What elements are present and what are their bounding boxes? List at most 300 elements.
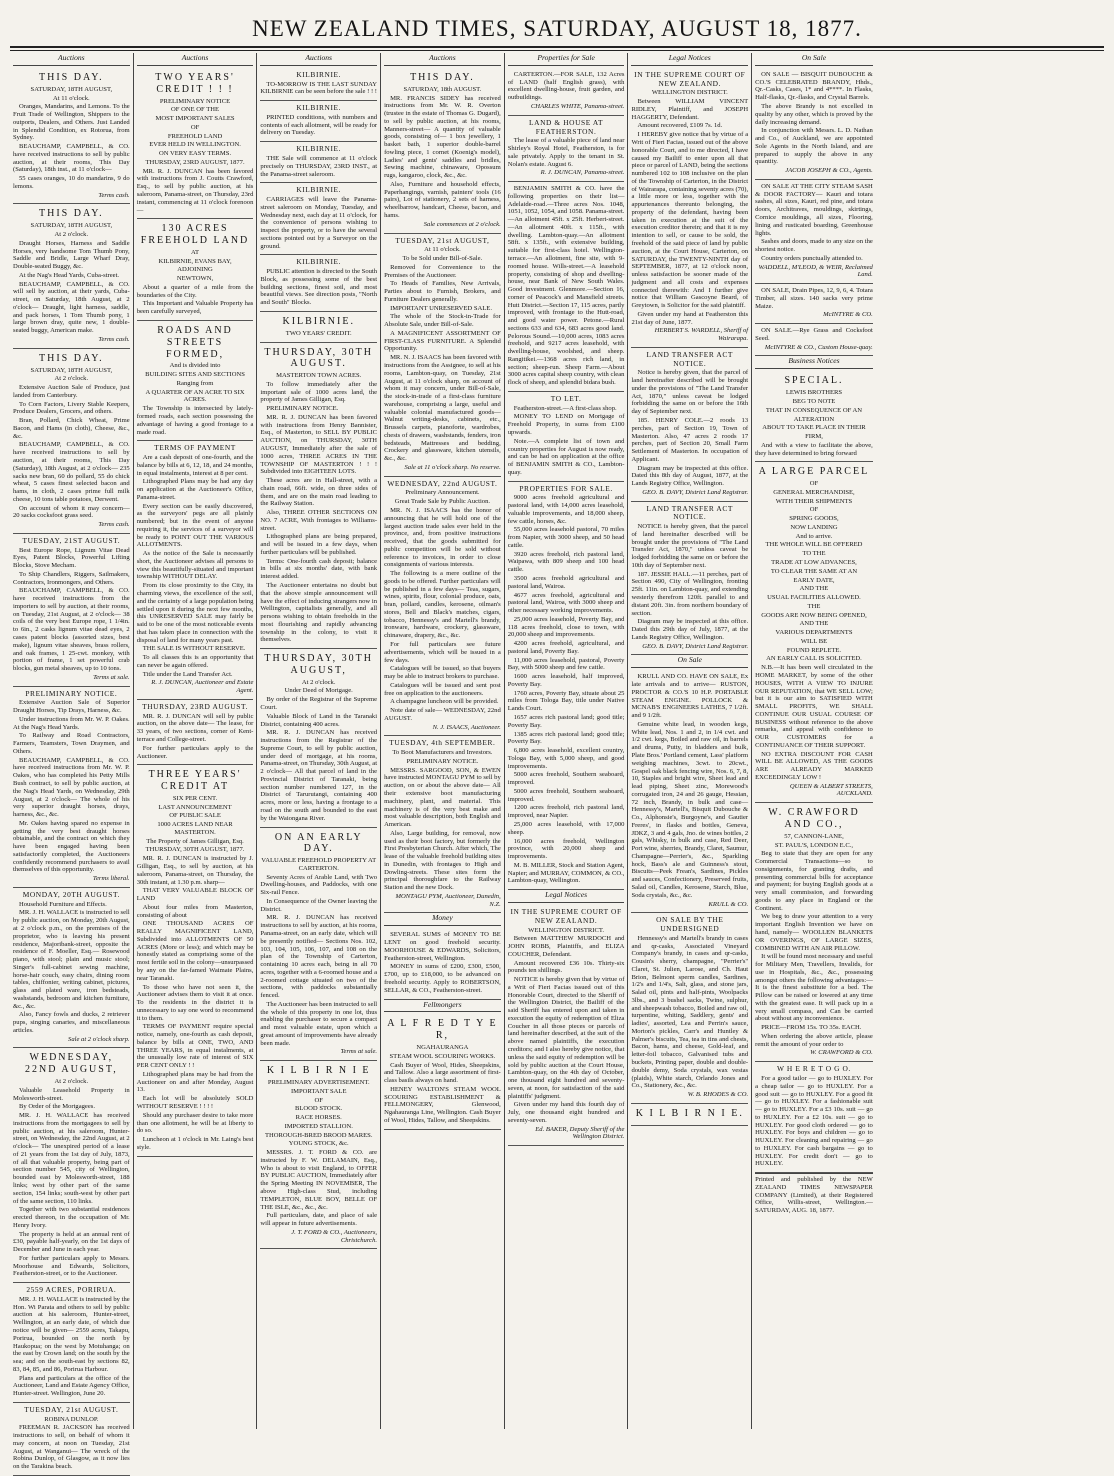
advertisement xyxy=(260,649,377,827)
advertisement xyxy=(13,1403,130,1476)
column-heading: Auctions xyxy=(384,53,501,66)
advert-paragraph: Bran, Pollard, Chick Wheat, Prime Bacon, and Hams (in cloth), Cheese, &c., &c. xyxy=(13,417,130,440)
advert-signature: W. B. RHODES & CO. xyxy=(687,1091,749,1099)
advert-paragraph: 187. JESSIE HALL.—11 perches, part of Section 490, City of Wellington, fronting 25ft. 11in. on Lambton-quay, and extending westerly therefrom 120ft. parallel to and distant 20ft. 3in. from northern boundary of section. xyxy=(631,570,749,617)
advert-paragraph: Beg to state that they are open for any Commercial Transactions—so to consignments, for granting drafts, and presenting commercial bills for acceptance and payment; for buying English goods at a very small commission, and forwarding goods to any place in England or the Continent. xyxy=(755,850,873,912)
advert-paragraph: Catalogues will be issued and sent post free on application to the auctioneers. xyxy=(384,681,501,697)
advert-paragraph: From its close proximity to the City, its charming views, the excellence of the soil, and the certainty of a large population being settled upon it during the next few months, this UNRESERVED SALE may fairly be said to be one of the most noticeable events that has taken place in connection with the disposal of land for many years past. xyxy=(136,582,254,644)
advert-paragraph: To all classes this is an opportunity that can never be again offered. xyxy=(136,654,254,669)
advertisement xyxy=(755,803,873,1062)
advert-headline: A LARGE PARCEL xyxy=(758,466,870,478)
advert-headline: THIS DAY. xyxy=(39,352,104,364)
advert-headline: TUESDAY, 21st AUGUST, xyxy=(395,235,490,245)
advert-paragraph: ONE THOUSAND ACRES OF REALLY MAGNIFICENT LAND, Subdivided into ALLOTMENTS OF 50 ACRES (More or less); and which may be honestly stated as comprising some of the most fertile soil in the colony—unsurpassed by any on the far-famed Waimate Plains, near Taranaki. xyxy=(136,920,254,982)
advertisement xyxy=(384,477,501,737)
advert-headline: TUESDAY, 21st AUGUST. xyxy=(24,1404,119,1414)
advert-paragraph: Diagram may be inspected at this office. Dated this 29th day of July, 1877, at the Lands Registry Office, Wellington. xyxy=(631,618,749,641)
column-5 xyxy=(505,53,629,1429)
advert-paragraph: For full particulars see future advertisements, which will be issued in a few days. xyxy=(384,640,501,664)
advert-paragraph: By Order of the Mortgagees. xyxy=(19,1103,95,1111)
advert-paragraph: Also, Large building, for removal, now used as their boot factory, but formerly the First Presbyterian Church. After which, The lease of the valuable freehold building sites in Dunedin, with frontages to High and Dowling-streets. These sites form the principal thoroughfare to the Railway Station and the new Dock. xyxy=(384,829,501,892)
advert-paragraph: Genuine white lead, in wooden kegs, White lead, Nos. 1 and 2, in 1/4 cwt. and 1/2 cwt. kegs, Boiled and raw oil, in barrels and drums, Putty, in bladders and bulk, Plate Bros.' Portland cement, Lass' platform weighing machines, 3cwt. to 20cwt., Gospel oak black fencing wire, Nos. 6, 7, 8, 10, Staples and bright wire, Sheet lead and lead piping, Sheet zinc, Morewood's corrugated iron, 24 and 26 gauge, Hessian, 72 inch, Brandy, in bulk and case—Hennessy's, Martell's, Bisquit Dubouche & Co., Alphonsie's, Burgoyne's, and Gautier Freres', in flasks and bottles, Geneva, JDKZ, 3 and 4 gals, Jno. de wines bottles, 2 gals, Whisky, in bulk and case, Red Deer, Port wine, sherries, Brandy, Claret, Saumur, Champagne—Perrier's, &c., Sparkling hock, Bass's ale and Guinness's stout, Biscuits—Peek Frean's, Sardines, Pickles and sauces, Confectionery, Preserved fruits, Salad oil, Candles, Kerosene, Starch, Blue, Soda crystals, &c., &c. xyxy=(631,720,749,899)
advertisement xyxy=(755,68,873,180)
advert-paragraph: BEAUCHAMP, CAMPBELL, & CO. have received instructions from Mr. W. P. Oakes, who has completed his Petty Mills Bush contract, to sell by public auction, at the Nag's Head Yards, on Wednesday, 29th August, at 2 o'clock— The whole of his very superior draught horses, drays, harness, &c., &c. xyxy=(13,756,130,819)
advert-headline: AND THE xyxy=(799,620,829,628)
advert-paragraph: 6,800 acres leasehold, excellent country, Tologa Bay, with 5,000 sheep, and good improvements. xyxy=(507,747,625,770)
advert-headline: TUESDAY, 21ST AUGUST. xyxy=(22,535,121,545)
advert-headline: Great Trade Sale by Public Auction. xyxy=(394,498,491,506)
advert-paragraph: Plans and particulars at the office of the Auctioneer, Land and Estate Agency Office, Hunter-street. Wellington, June 20. xyxy=(13,1374,130,1398)
advert-paragraph: TO-MORROW IS THE LAST SUNDAY KILBIRNIE can be seen before the sale ! ! ! xyxy=(260,80,378,96)
advert-headline: FIRM, xyxy=(805,433,823,441)
advert-headline: 57, CANNON-LANE, xyxy=(784,832,844,840)
section-heading: On Sale xyxy=(631,655,748,668)
advert-headline: At 2 o'clock. xyxy=(54,231,89,239)
advert-headline: VALUABLE FREEHOLD PROPERTY AT CARTERTON. xyxy=(261,857,377,872)
advert-signature: McINTYRE & CO. xyxy=(823,311,873,319)
advert-paragraph: 1760 acres, Poverty Bay, situate about 25 miles from Tologa Bay, title under Native Lands Court. xyxy=(507,689,625,713)
section-heading: Money xyxy=(384,913,501,926)
advert-paragraph: 1200 acres freehold, rich pastoral land, improved, near Napier. xyxy=(507,804,625,820)
advert-headline: AN EARLY CALL IS SOLICITED. xyxy=(766,655,862,663)
advert-headline: At 2 o'clock. xyxy=(54,1078,89,1086)
advert-paragraph: IMPORTANT UNRESERVED SALE. xyxy=(390,304,492,312)
advertisement xyxy=(631,348,748,502)
advert-headline: MASTERTON TOWN ACRES. xyxy=(276,372,362,380)
column-7 xyxy=(752,53,876,1429)
advertisement xyxy=(260,343,377,650)
advert-paragraph: Note.—A complete list of town and country properties for August is now ready, and can be had on application at the office of BENJAMIN SMITH & CO., Lambton-quay. xyxy=(507,437,625,476)
advert-paragraph: MONEY TO LEND on Mortgage of Freehold Property, in sums from £100 upwards. xyxy=(507,413,625,437)
advert-paragraph: By order of the Registrar of the Supreme Court. xyxy=(260,696,378,712)
advert-paragraph: To follow immediately after the important sale of 1000 acres land, the property of James Gilligan, Esq. xyxy=(260,380,378,404)
advert-headline: THURSDAY, 30TH AUGUST, xyxy=(264,653,373,676)
advert-headline: 2559 ACRES, PORIRUA. xyxy=(26,1285,117,1295)
advert-headline: BLOOD STOCK. xyxy=(294,1105,343,1113)
advert-headline: ROADS AND STREETS FORMED, xyxy=(157,324,233,360)
advert-paragraph: For further particulars apply to Messrs. Moorhouse and Edwards, Solicitors, Featherston-street, or to the Auctioneer. xyxy=(13,1254,130,1278)
advert-headline: FOUND REPLETE. xyxy=(786,646,842,654)
advert-headline: K I L B I R N I E xyxy=(266,1065,371,1077)
advert-headline: KILBIRNIE. xyxy=(296,257,342,267)
advert-paragraph: HENEY WALTON'S STEAM WOOL SCOURING ESTABLISHMENT & FELLMONGERY, Glenwood, Ngahauranga Line, Wellington. Cash Buyer of Wool, Hides, Tallow, and Sheepskins. xyxy=(384,1085,501,1124)
advert-paragraph: Between MATTHEW MURDOCH and JOHN ROBB, Plaintiffs, and ELIZA COUCHER, Defendant. xyxy=(507,935,625,958)
advertisement xyxy=(137,700,254,765)
advertisement xyxy=(260,828,377,1062)
advert-paragraph: Extensive Auction Sale of Produce, just landed from Canterbury. xyxy=(13,384,130,399)
advert-headline: At 11 o'clock. xyxy=(53,94,90,102)
advert-paragraph: The Auctioneer entertains no doubt but that the above simple announcement will have the effect of inducing strangers now in Wellington, capitalists generally, and all persons wishing to obtain freeholds in the most flourishing and rapidly advancing township in the colony, to visit it themselves. xyxy=(260,582,378,644)
advert-paragraph: Are a cash deposit of one-fourth, and the balance by bills at 6, 12, 18, and 24 months, in equal instalments, interest at 8 per cent. xyxy=(136,454,254,477)
advert-headline: USUAL FACILITIES ALLOWED. xyxy=(767,594,861,602)
advertisement xyxy=(508,392,625,482)
advert-headline: THIS DAY. xyxy=(39,208,104,220)
section-heading: Legal Notices xyxy=(508,890,625,903)
advert-headline: MOST IMPORTANT SALES xyxy=(155,115,235,123)
advert-paragraph: About a quarter of a mile from the boundaries of the City. xyxy=(136,283,254,299)
advert-paragraph: About four miles from Masterton, consisting of about xyxy=(136,903,254,919)
advert-paragraph: 4677 acres freehold, agricultural and pastoral land, Wairoa, with 3000 sheep and other necessary working improvements. xyxy=(507,591,625,615)
advert-paragraph: As the notice of the Sale is necessarily short, the Auctioneer advises all persons to view this beautifully-situated and important township WITHOUT DELAY. xyxy=(136,550,254,581)
advert-paragraph: Title under the Land Transfer Act. xyxy=(142,670,233,678)
advert-paragraph: 25,000 acres leasehold, Poverty Bay, and 118 acres freehold, close to town, with 20,000 sheep and improvements. xyxy=(507,615,625,639)
advert-paragraph: Also, Furniture and household effects, Paperhangings, varnish, painters' tools (16 pairs), Lot of stationery, 2 sets of harness, wheelbarrow, handcart, Cheese, bacon, and hams. xyxy=(384,180,501,219)
advert-headline: THE WHOLE WILL BE OFFERED xyxy=(765,541,863,549)
advert-signature: Sale commences at 2 o'clock. xyxy=(423,220,501,228)
advert-paragraph: BEAUCHAMP, CAMPBELL, & CO. have received instructions to sell by public auction, at their rooms, This Day (Saturday), 18th inst., at 11 o'clock— xyxy=(13,143,130,174)
advert-paragraph: For further particulars apply to the Auctioneer. xyxy=(136,744,254,760)
advert-paragraph: Featherston-street.—A first-class shop. xyxy=(513,404,617,412)
advertisement xyxy=(13,204,130,348)
advert-headline: OF xyxy=(314,1096,323,1104)
advert-paragraph: This Important and Valuable Property has been carefully surveyed, xyxy=(136,300,254,316)
section-heading: Fellmongers xyxy=(384,1000,501,1013)
advert-paragraph: Terms: One-fourth cash deposit; balance in bills at six months' date, with bank interest added. xyxy=(260,557,378,581)
advert-paragraph: Together with two substantial residences erected thereon, in the occupation of Mr. Henry Ivory. xyxy=(13,1206,130,1229)
advert-paragraph: MR. R. J. DUNCAN has received instructions from the Registrar of the Supreme Court, to sell by public auction, under deed of mortgage, at his rooms, Panama-street, on Thursday, 30th August, at 2 o'clock— All that parcel of land in the Provincial District of Taranaki, being section number numbered 127, in the District of Tarurutangi, containing 400 acres, more or less, having a frontage to a road on the south and bounded to the east by the Waiongana River. xyxy=(260,729,378,822)
advert-headline: SATURDAY, 18TH AUGUST, xyxy=(30,222,113,230)
advert-paragraph: Removed for Convenience to the Premises of the Auctioneer. xyxy=(384,263,501,279)
advert-paragraph: Draught Horses, Harness and Saddle Horses, very handsome Tom Thumb Pony, Saddle and Bridle, Large Wharf Dray, Double-seated Buggy, &c. xyxy=(13,239,130,271)
advert-headline: THE xyxy=(807,602,821,610)
advert-paragraph: MR. R. J. DUNCAN has been favored with instructions from J. Coutts Crawford, Esq., to sell by public auction, at his saleroom, Panama-street, on Thursday, 23rd instant, commencing at 11 o'clock forenoon— xyxy=(136,167,254,214)
advert-signature: CHARLES WHITE, Panama-street. xyxy=(530,103,625,111)
advert-headline: TO LET. xyxy=(550,393,582,403)
advert-headline: ALTERATION xyxy=(793,415,835,423)
advert-headline: TWO YEARS' CREDIT ! ! ! xyxy=(155,71,235,95)
advertisement xyxy=(260,255,377,312)
advert-headline: ABOUT TO TAKE PLACE IN THEIR xyxy=(762,424,866,432)
advert-signature: J. T. FORD & CO., Auctioneers, Christchurch. xyxy=(291,1228,378,1244)
advert-signature: Terms at sale. xyxy=(93,673,130,681)
advertisement xyxy=(384,736,501,913)
advert-paragraph: KRULL AND CO. HAVE ON SALE, Ex late arrivals and to arrive— RUSTON, PROCTOR & CO.'S 10 H.P. PORTABLE STEAM ENGINE. POLLOCK & MCNAB'S ENGINEERS LATHES, 7 1/2ft. and 9 1/2ft. xyxy=(631,673,749,720)
advertisement xyxy=(755,324,873,356)
column-heading: Legal Notices xyxy=(631,53,748,66)
advert-paragraph: The property is held at an annual rent of £30, payable half-yearly, on the 1st days of December and June in each year. xyxy=(13,1230,130,1254)
advert-paragraph: PRINTED conditions, with numbers and contents of each allotment, will be ready for delivery on Tuesday. xyxy=(260,113,378,137)
advert-paragraph: Lithographed plans may be had from the Auctioneer on and after Monday, August 13. xyxy=(136,1070,254,1094)
advertisement xyxy=(13,888,130,1049)
advert-paragraph: The following is a mere outline of the goods to be offered. Further particulars will be published in a few days— Teas, sugars, wines, spirits, flour, colonial produce, oats, bran, pollard, candles, kerosene, oilman's stores, Bell and Black's matches, cigars, tobacco, Hennessy's and Martell's brandy, ironware, hardware, crockery, glassware, chinaware, drapery, &c., &c. xyxy=(384,570,501,640)
advert-headline: IMPORTANT SALE xyxy=(290,1087,347,1095)
column-heading: Auctions xyxy=(137,53,254,66)
advert-paragraph: In Consequence of the Owner leaving the District. xyxy=(260,897,378,913)
advert-paragraph: 4200 acres freehold, agricultural, and pastoral land, Poverty Bay. xyxy=(507,640,625,655)
advertisement xyxy=(13,349,130,534)
advert-signature: Terms cash. xyxy=(98,521,130,529)
advert-headline: KILBIRNIE. xyxy=(296,69,342,79)
advert-signature: W. CRAWFORD & CO. xyxy=(810,1049,873,1057)
advert-paragraph: MR. N. J. ISAACS has been favored with instructions from the Assignee, to sell at his rooms, Lambton-quay, on Tuesday, 21st August, at 11 o'clock sharp, on account of whom it may concern, under Bill-of-Sale, the stock-in-trade of a first-class furniture warehouse, comprising a large, useful and valuable colonial manufactured goods— Walnut writing-desks, cabinets, etc., Brussels carpets, pianoforte, wardrobes, chests of drawers, washstands, fenders, iron bedsteads, Mattresses and bedding, Crockery and glassware, kitchen utensils, &c., &c. xyxy=(384,354,501,463)
advert-signature: MONTAGU PYM, Auctioneer, Dunedin, N.Z. xyxy=(395,892,501,908)
advert-signature: Sale at 2 o'clock sharp. xyxy=(68,1035,130,1043)
advert-headline: W. CRAWFORD AND CO., xyxy=(768,807,860,831)
advert-headline: WEDNESDAY, 22ND AUGUST, xyxy=(24,1052,118,1076)
advert-headline: SIX PER CENT. xyxy=(172,794,218,802)
advert-headline: WEDNESDAY, 22nd AUGUST. xyxy=(387,478,498,488)
advert-paragraph: Under instructions from Mr. W. P. Oakes. At the Nag's Head Yards. xyxy=(13,715,130,731)
advert-paragraph: Lithographed plans are being prepared, and will be issued in a few days, when further particulars will be published. xyxy=(260,533,378,556)
advertisement xyxy=(13,68,130,205)
advertisement xyxy=(137,321,254,441)
advert-headline: THURSDAY, 23RD AUGUST, 1877. xyxy=(145,158,245,166)
advert-paragraph: THAT VERY VALUABLE BLOCK OF LAND xyxy=(136,887,254,903)
advertisement xyxy=(384,68,501,234)
advert-paragraph: MR. R. J. DUNCAN is instructed by J. Gilligan, Esq., to sell by auction, at his saleroom, Panama-street, on Thursday, the 30th instant, at 1.30 p.m. sharp— xyxy=(136,855,254,886)
advertisement xyxy=(384,234,501,477)
advert-paragraph: Best Europe Rope, Lignum Vitae Dead Eyes, Patent Blocks, Powerful Lifting Blocks, Stove Mecham. xyxy=(13,546,130,570)
advert-headline: ON AN EARLY DAY. xyxy=(274,831,363,855)
advertisement xyxy=(384,928,501,999)
advert-paragraph: Oranges, Mandarins, and Lemons. To the Fruit Trade of Wellington, Shippers to the outports, Dealers, and Others. Just Landed in Splendid Condition, ex Rotorua, from Sydney. xyxy=(13,103,130,142)
advert-headline: At 11 o'clock. xyxy=(424,246,461,254)
advert-headline: STEAM WOOL SCOURING WORKS. xyxy=(389,1052,496,1060)
advert-headline: SPRING GOODS, xyxy=(789,515,839,523)
advertisement xyxy=(508,68,625,116)
advert-paragraph: ON SALE — BISQUIT DUBOUCHE & CO.'S CELEBRATED BRANDY, Hhds., Qr.-Casks, Cases, 1* and 4****. In Flasks, Half-flasks, Qr.-flasks, and Crystal Barrels. xyxy=(755,70,873,102)
advert-paragraph: Valuable Block of Land in the Taranaki District, containing 400 acres. xyxy=(260,712,378,728)
advert-headline: Under Deed of Mortgage. xyxy=(284,687,353,695)
advert-headline: And to arrive. xyxy=(795,532,833,540)
advert-paragraph: For a good tailor — go to HUXLEY. For a cheap tailor — go to HUXLEY. For a good suit — go to HUXLEY. For a good fit — go to HUXLEY. For a fashionable suit — go to HUXLEY. For a £3 10s. suit — go to HUXLEY. For a £2 10s. suit — go to HUXLEY. For good cloth ordered — go to HUXLEY. For boys and children — go to HUXLEY. For cleaning and repairing — go to HUXLEY. For cash bargains — go to HUXLEY. For credit don't — go to HUXLEY. xyxy=(755,1074,873,1168)
advert-headline: MONDAY, 20TH AUGUST. xyxy=(22,889,120,899)
advert-paragraph: The above Brandy is not excelled in quality by any other, which is proved by the daily increasing demand. xyxy=(755,103,873,126)
advert-headline: OF xyxy=(809,480,819,488)
advertisement xyxy=(260,183,377,255)
advert-paragraph: 55,000 acres leasehold pastoral, 70 miles from Napier, with 3000 sheep, and 50 head cattle. xyxy=(507,526,625,549)
advert-headline: NOW LANDING xyxy=(790,523,838,531)
advertisement xyxy=(137,765,254,1156)
advert-paragraph: On account of whom it may concern— 20 sacks cocksfoot grass seed. xyxy=(13,504,130,520)
advert-paragraph: MR. N. J. ISAACS has the honor of announcing that he will hold one of the largest auction trade sales ever held in the province, and, from positive instructions received, that the goods submitted for public competition will be sold without reference to invoices, in order to close consignments of various interests. xyxy=(384,506,501,569)
advert-headline: LAST ANNOUNCEMENT xyxy=(158,803,232,811)
advert-headline: SATURDAY, 18TH AUGUST, xyxy=(30,85,113,93)
advert-signature: JACOB JOSEPH & CO., Agents. xyxy=(785,167,873,175)
advert-headline: PRELIMINARY ADVERTISEMENT. xyxy=(267,1079,370,1087)
advertisement xyxy=(508,482,625,890)
advert-headline: Ranging from xyxy=(176,379,214,387)
advertisement xyxy=(755,180,873,284)
masthead-rule xyxy=(10,46,1104,51)
advert-paragraph: Notice is hereby given, that the parcel of land hereinafter described will be brought under the provisions of "The Land Transfer Act, 1870," unless caveat be lodged forbidding the same on or before the 16th day of September next. xyxy=(631,369,749,416)
advertisement xyxy=(260,68,377,101)
advert-headline: OF PUBLIC SALE xyxy=(169,812,221,820)
advert-paragraph: Between WILLIAM VINCENT RIDLEY, Plaintiff, and JOSEPH HAGGERTY, Defendant. xyxy=(631,98,749,121)
advert-headline: K I L B I R N I E. xyxy=(635,1107,744,1119)
advert-headline: THAT IN CONSEQUENCE OF AN xyxy=(765,406,863,414)
advert-signature: Terms cash. xyxy=(98,335,130,343)
advert-paragraph: These acres are in Hall-street, with a chain road, 66ft. wide, on three sides of them, and are on the main road leading to the Railway Station. xyxy=(260,477,378,508)
advertisement xyxy=(384,1014,501,1129)
advert-headline: TWO YEARS' CREDIT. xyxy=(285,329,352,337)
advert-paragraph: ON SALE.—Rye Grass and Cocksfoot Seed. xyxy=(755,327,873,342)
advert-headline: VARIOUS DEPARTMENTS xyxy=(775,629,853,637)
advert-headline: BUILDING SITES AND SECTIONS xyxy=(145,371,245,379)
advert-headline: IN THE SUPREME COURT OF NEW ZEALAND. xyxy=(634,69,746,88)
advert-paragraph: The lease of a valuable piece of land near Shirley's Royal Hotel, Featherston, is for sale privately. Apply to the tenant in St. Nolan's estate. August 6. xyxy=(507,137,625,168)
advert-headline: ON SALE BY THE UNDERSIGNED xyxy=(656,915,724,934)
advert-headline: A L F R E D T Y E R, xyxy=(387,1018,498,1042)
advert-headline: LEWIS BROTHERS xyxy=(785,389,843,397)
advert-headline: OF xyxy=(190,123,200,131)
advert-paragraph: 5000 acres freehold, Southern seaboard, improved. xyxy=(507,787,625,803)
advert-paragraph: FREEMAN R. JACKSON has received instructions to sell, on behalf of whom it may concern, at noon on Tuesday, 21st August, at Wanganui— The wreck of the Robina Dunlop, of Glasgow, as it now lies on the Tarakina beach. xyxy=(13,1424,130,1471)
advert-paragraph: I HEREBY give notice that by virtue of a Writ of Fieri Facias, issued out of the above honorable Court, and to me directed, I have caused my Bailiff to enter upon all that piece or parcel of LAND, being the sections numbered 102 to 108 inclusive on the plan of the Township of Carterton, in the District of Wairarapa, containing seventy acres (70), a little more or less, together with the appurtenances thereunto belonging, the property of the defendant, having been taken in execution at the suit of the execution creditor therein; and that it is my intention to sell, or cause to be sold, the freehold of the said piece of land by public auction, at the Court House, Carterton, on SATURDAY, the TWENTY-NINTH day of SEPTEMBER, 1877, at 12 o'clock noon, unless satisfaction be sooner made of the judgment and all costs and expenses connected therewith: And I further give notice that William Gascoyne Beard, of Greytown, is Solicitor for the said plaintiff. xyxy=(631,131,749,310)
advert-headline: AND THE xyxy=(799,585,829,593)
advert-headline: LAND & HOUSE AT FEATHERSTON. xyxy=(529,117,604,136)
advert-headline: WITH THEIR SHIPMENTS xyxy=(775,497,853,505)
advert-headline: AT xyxy=(191,248,200,256)
advert-signature: N. J. ISAACS, Auctioneer. xyxy=(432,723,501,731)
advert-headline: PRELIMINARY NOTICE. xyxy=(406,757,479,765)
advert-signature: R. J. DUNCAN, Auctioneer and Estate Agent. xyxy=(151,679,254,695)
column-2 xyxy=(134,53,258,1429)
advert-paragraph: SEVERAL SUMS of MONEY TO BE LENT on good freehold security. MOORHOUSE & EDWARDS, Solicitors, Featherston-street, Wellington. xyxy=(384,931,501,962)
column-1 xyxy=(10,53,134,1471)
advert-headline: LAND TRANSFER ACT NOTICE. xyxy=(646,349,733,368)
advert-paragraph: Sashes and doors, made to any size on the shortest notice. xyxy=(755,238,873,254)
advert-paragraph: Luncheon at 1 o'clock in Mr. Laing's best style. xyxy=(136,1136,254,1151)
advert-paragraph: Lithographed Plans may be had any day on application at the Auctioneer's Office, Panama-street. xyxy=(136,478,254,501)
advert-paragraph: Country orders punctually attended to. xyxy=(761,254,863,262)
advert-paragraph: A MAGNIFICENT ASSORTMENT OF FIRST-CLASS FURNITURE. A Splendid Opportunity. xyxy=(384,329,501,353)
advert-headline: The Property of James Gilligan, Esq. xyxy=(146,837,244,845)
advert-headline: 1000 ACRES LAND NEAR MASTERTON. xyxy=(157,821,233,836)
advert-headline: FREEHOLD LAND xyxy=(167,132,223,140)
advert-paragraph: M. B. MILLER, Stock and Station Agent, Napier; and MURRAY, COMMON, & CO., Lambton-quay, Wellington. xyxy=(507,861,625,885)
advert-paragraph: Given under my hand at Featherston this 21st day of June, 1877. xyxy=(631,310,749,326)
advert-headline: KILBIRNIE. xyxy=(296,144,342,154)
advert-paragraph: In conjunction with Messrs. L. D. Nathan and Co., of Auckland, we are appointed Sole Agents in the North Island, and are prepared to supply the above in any quantity. xyxy=(755,127,873,166)
advert-paragraph: Extensive Auction Sale of Superior Draught Horses, Tip Drays, Harness, &c. xyxy=(13,699,130,715)
advert-paragraph: 5000 acres freehold, Southern seaboard, improved. xyxy=(507,771,625,787)
advert-paragraph: Amount recovered £36 10s. Thirty-six pounds ten shillings. xyxy=(507,959,625,975)
advertisement xyxy=(260,101,377,142)
advert-headline: THURSDAY, 23RD AUGUST. xyxy=(142,701,248,711)
advert-paragraph: MR. J. H. WALLACE has received instructions from the mortgagees to sell by public auction, at his saleroom, Hunter-street, on Wednesday, the 22nd August, at 2 o'clock— The unexpired period of a lease of 21 years from the 1st day of July, 1873, of all that valuable property, being part of section number 545, city of Wellington, bounded east by Molesworth-street, 188 links; west by other part of the same section, 154 links; south-west by other part of the same section, 110 links. xyxy=(13,1112,130,1205)
advert-paragraph: PRELIMINARY NOTICE. xyxy=(266,405,339,413)
advert-paragraph: MR. R. J. DUNCAN will sell by public auction, on the above date— The lease, for 33 years, of two sections, corner of Kent-terrace and College-street. xyxy=(136,712,254,743)
advert-paragraph: Hennessy's and Martell's brandy in cases and qr-casks, Associated Vineyard Company's brandy, in cases and qr-casks, Cousin's sherry, champagne, "Perrier's" Claret, St. Julien, Larose, and Ch. Haut Brion, Belmont sperm candles, Sardines, 1/2's and 1/4's, Salt, glass, and stone jars, Salad oil, pints and half-pints, Woolpacks 3lbs., and 3 bushel sacks, Twine, sulphur, and sheepwash tobacco, Boiled and raw oil, turpentine, whiting, Saddlery, gents' and ladies', assorted, Lea and Perrin's sauce, Morton's pickles, Carr's and Huntley & Palmer's biscuits, Tea, tea in tins and chests, Bacon, hams, and cheese, Gold-leaf, and letter-foil tobacco, Galvanised tubs and buckets, Printing paper, double and double-double demy, Soda crystals, wax vestas (plaids), White starch, Orlando Jones and Co., Stationery, &c., &c. xyxy=(631,934,749,1090)
advert-signature: QUEEN & ALBERT STREETS, AUCKLAND. xyxy=(789,782,873,798)
advertisement xyxy=(13,534,130,687)
advert-headline: At 2 o'clock. xyxy=(301,678,336,686)
advert-paragraph: BEAUCHAMP, CAMPBELL, & CO. have received instructions to sell by auction, at their rooms, This Day (Saturday), 18th August, at 2 o'clock— 235 sacks new bran, 60 do pollard, 55 do chick wheat, 5 cases finest selected bacon and hams, in cloth, 2 cases prime full milk cheese, 10 tons table potatoes, Derwent. xyxy=(13,441,130,503)
advert-signature: WADDELL, M'LEOD, & WEIR, Reclaimed Land. xyxy=(758,263,873,279)
advertisement xyxy=(260,1061,377,1249)
advert-headline: PROPERTIES FOR SALE. xyxy=(519,483,613,493)
advert-headline: To Boot Manufacturers and Investors. xyxy=(392,749,493,757)
advert-paragraph: Each lot will be absolutely SOLD WITHOUT RESERVE ! ! ! ! xyxy=(136,1095,254,1110)
advert-paragraph: BEAUCHAMP, CAMPBELL, & CO. will sell by auction, at their yards, Cuba-street, on Saturday, 18th August, at 2 o'clock— Draught, light harness, saddle, and pack horses, 1 Tom Thumb pony, 1 large brown dray, quite new, 1 double-seated buggy, American make. xyxy=(13,280,130,335)
column-6 xyxy=(628,53,752,1429)
advertisement xyxy=(508,182,625,392)
advert-paragraph: Diagram may be inspected at this office. Dated this 8th day of August, 1877, at the Lands Registry Office, Wellington. xyxy=(631,464,749,488)
advert-signature: R. J. DUNCAN, Panama-street. xyxy=(540,169,625,177)
advertisement xyxy=(631,502,748,656)
advert-headline: NGAHAURANGA xyxy=(416,1044,469,1052)
advert-paragraph: MESSRS. SARGOOD, SON, & EWEN have instructed MONTAGU PYM to sell by auction, on or about the above date— All their extensive boot manufacturing machinery, plant, and material. This machinery is of the very best make and most valuable description, both English and American. xyxy=(384,766,501,829)
advert-headline: WELLINGTON DISTRICT. xyxy=(528,926,605,934)
column-4 xyxy=(381,53,505,1429)
advertisement xyxy=(755,462,873,803)
advert-paragraph: Mr. Oakes having spared no expense in getting the very best draught horses obtainable, and the contract on which they have been engaged having been satisfactorily completed, the Auctioneers confidently recommend purchasers to avail themselves of this opportunity. xyxy=(13,819,130,874)
advert-paragraph: At the Nag's Head Yards, Cuba-street. xyxy=(19,271,120,279)
column-heading: Auctions xyxy=(260,53,377,66)
advert-paragraph: 3920 acres freehold, rich pastoral land, Waipawa, with 809 sheep and 100 head cattle. xyxy=(507,550,625,574)
advert-headline: THURSDAY, 30TH AUGUST. xyxy=(264,346,373,370)
advert-signature: KRULL & CO. xyxy=(708,900,749,908)
advert-paragraph: 185. HENRY COLE.—2 roods 13 perches, part of Section 19, Town of Masterton. Also, 47 acres 2 roods 17 perches, part of Section 20, Small Farm Settlement of Masterton. In occupation of Applicant. xyxy=(631,416,749,463)
advert-paragraph: It will be found most necessary and useful for Military Men, Travellers, Invalids, for use in Hospitals, &c., &c., possessing amongst others the following advantages:— It is the finest substitute for a bed. The Pillow can be raised or lowered at any time with the greatest ease. It will pack up in a very small compass, and Can be carried about without any inconvenience. xyxy=(755,953,873,1023)
advert-signature: Terms liberal. xyxy=(92,875,130,883)
advert-paragraph: Also, THREE OTHER SECTIONS ON NO. 7 ACRE, With frontages to Williams-street. xyxy=(260,509,378,532)
advert-paragraph: To those who have not seen it, the Auctioneer advises them to visit it at once. To the residents in the district it is unnecessary to say one word to recommend it to them. xyxy=(136,983,254,1022)
advertisement xyxy=(631,68,748,348)
advert-headline: SATURDAY, 18th AUGUST. xyxy=(403,85,482,93)
advert-paragraph: To Heads of Families, New Arrivals, Parties about to Furnish, Brokers, and Furniture Dealers generally. xyxy=(384,280,501,303)
advert-headline: THIS DAY. xyxy=(410,71,475,83)
advert-headline: KILBIRNIE, EVANS BAY, xyxy=(158,257,232,265)
advertisement xyxy=(260,142,377,183)
advert-paragraph: We beg to draw your attention to a very important English Invention we have on hand, namely— WOOLLEN BLANKETS OR OVERINGS, OF LARGE SIZES, COMBINED WITH AN AIR PILLOW. xyxy=(755,913,873,952)
advert-signature: Terms at sale. xyxy=(340,1048,378,1056)
advertisement xyxy=(755,284,873,324)
advert-paragraph: NOTICE is hereby given that by virtue of a Writ of Fieri Facias issued out of this Honorable Court, directed to the Sheriff of the Wellington District, the Bailiff of the said Sheriff has entered upon and taken in execution the equity of redemption of Eliza Coucher in all those pieces or parcels of land hereinafter described, at the suit of the above named plaintiffs, the execution creditors; and I also hereby give notice, that unless the said equity of redemption will be sold by public auction at the Court House, Lambton-quay, on the 4th day of October, one thousand eight hundred and seventy-seven, at noon, for satisfaction of the said plaintiffs' judgment. xyxy=(507,976,625,1100)
column-heading: Properties for Sale xyxy=(508,53,625,66)
advert-paragraph: BENJAMIN SMITH & CO. have the following properties on their list— Adelaide-road.—Three acres Nos. 1048, 1051, 1052, 1054, and 1058. Panama-street.—An allotment 45ft. x 25ft. Herbert-street.—An allotment 40ft. x 115ft., with dwelling. Lambton-quay.—An allotment 58ft. x 135ft., with extensive building, suitable for first-class hotel. Wellington-terrace.—An allotment, fine site, with 9-roomed house. Wills-street.—A leasehold property, consisting of shop and dwelling-house, near Bank of New South Wales. Good investment. Glenmore.—Section 16, corner of Peacock's and Mansfield streets. Hutt District.—Section 17, 115 acres, partly improved, with frontage to the Hutt-road, and good water power. Petone.—Rural sections 633 and 634, 683 acres good land. Pelorous Sound.—10,000 acres, 1083 acres freehold, and 9217 acres leasehold, with dwelling-house, woolshed, and sheep. Rangitikei.—1368 acres rich land, in section; sheep-run. Sheep Farm.—About 3000 acres capital sheep country, with clean flock of sheep, and splendid bidara bush. xyxy=(507,185,625,387)
advert-headline: ON VERY EASY TERMS. xyxy=(158,150,232,158)
advert-paragraph: Full particulars, date, and place of sale will appear in future advertisements. xyxy=(260,1212,378,1228)
advert-headline: ADJOINING xyxy=(177,266,213,274)
advert-paragraph: Valuable Leasehold Property in Molesworth-street. xyxy=(13,1086,130,1102)
advert-headline: 130 ACRES FREEHOLD LAND xyxy=(140,223,250,247)
advert-paragraph: THE Sale will commence at 11 o'clock precisely on THURSDAY, 23RD INST., at the Panama-street saleroom. xyxy=(260,154,378,178)
advert-paragraph: N.B.—It has been well circulated in the HOME MARKET, by some of the other HOUSES, WITH A VIEW TO INJURE OUR REPUTATION, that WE SELL LOW; but it is our aim to SATISFIED WITH SMALL PROFITS, WE SHALL CONTINUE OUR USUAL COURSE OF BUSINESS without reference to the above remarks, and appeal with confidence to OUR CUSTOMERS for a CONTINUANCE OF THEIR SUPPORT. xyxy=(755,664,873,749)
advertisement xyxy=(137,441,254,700)
advert-headline: KILBIRNIE. xyxy=(296,103,342,113)
advert-headline: KILBIRNIE. xyxy=(282,315,355,327)
advert-paragraph: TERMS OF PAYMENT require special notice, namely, one-fourth as cash deposit, balance by bills at ONE, TWO, AND THREE YEARS, in equal instalments, at the unusually low rate of interest of SIX PER CENT ONLY ! ! xyxy=(136,1023,254,1070)
advert-paragraph: To Ship Chandlers, Riggers, Sailmakers, Contractors, Ironmongers, and Others. xyxy=(13,570,130,586)
advert-paragraph: CARRIAGES will leave the Panama-street saleroom on Monday, Tuesday, and Wednesday next, each day at 11 o'clock, for the convenience of persons wishing to inspect the property, or to have the several sections pointed out by a Surveyor on the ground. xyxy=(260,196,378,250)
advert-paragraph: Catalogues will be issued, so that buyers may be able to instruct brokers to purchase. xyxy=(384,665,501,681)
advert-headline: THOROUGH-BRED BROOD MARES. xyxy=(264,1131,373,1139)
advert-paragraph: The Auctioneer has been instructed to sell the whole of this property in one lot, thus enabling the purchaser to secure a compact and most valuable estate, upon which a great amount of improvements have already been made. xyxy=(260,1000,378,1047)
advert-paragraph: Seventy Acres of Arable Land, with Two Dwelling-houses, and Paddocks, with one Six-rail Fence. xyxy=(260,873,378,897)
column-heading: On Sale xyxy=(755,53,873,66)
advert-paragraph: 11,000 acres leasehold, pastoral, Poverty Bay, with 5000 sheep and few cattle. xyxy=(507,656,625,672)
advert-headline: GENERAL MERCHANDISE, xyxy=(773,488,855,496)
advert-paragraph: And with a view to facilitate the above, they have determined to bring forward xyxy=(755,441,873,457)
advert-headline: WILL BE xyxy=(800,637,828,645)
advertisement xyxy=(755,371,873,462)
advert-paragraph: Given under my hand this fourth day of July, one thousand eight hundred and seventy-seven. xyxy=(507,1101,625,1124)
advert-paragraph: 1385 acres rich pastoral land; good title; Poverty Bay. xyxy=(507,730,625,746)
advertisement xyxy=(631,670,748,913)
advertisement xyxy=(13,687,130,888)
advert-headline: EVER HELD IN WELLINGTON. xyxy=(149,141,241,149)
advertisement xyxy=(631,1104,748,1126)
advert-signature: GEO. B. DAVY, District Land Registrar. xyxy=(642,488,749,496)
advert-headline: IMPORTED STALLION. xyxy=(284,1122,353,1130)
advertisement xyxy=(137,219,254,321)
advert-paragraph: 1657 acres rich pastoral land; good title; Poverty Bay. xyxy=(507,714,625,729)
advertisement xyxy=(508,116,625,182)
advert-paragraph: Should any purchaser desire to take more than one allotment, he will be at liberty to do so. xyxy=(136,1111,254,1135)
advert-paragraph: NOTICE is hereby given, that the parcel of land hereinafter described will be brought under the provisions of "The Land Transfer Act, 1870," unless caveat be lodged forbidding the same on or before the 10th day of September next. xyxy=(631,523,749,569)
